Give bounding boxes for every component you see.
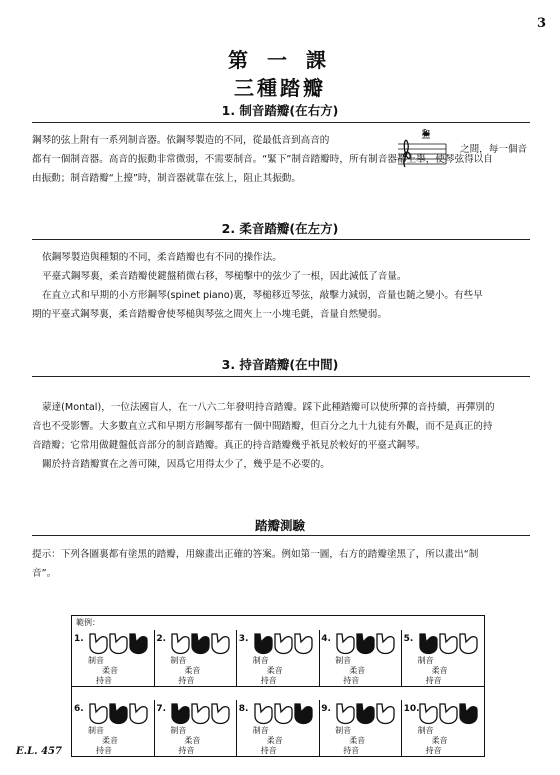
pedal-right <box>460 634 477 654</box>
section3-divider <box>32 376 530 377</box>
example-label: 範例： <box>76 618 100 627</box>
pedal-set-icon <box>88 702 150 728</box>
quiz-item-9 <box>319 700 402 756</box>
grid-row-divider <box>72 686 484 687</box>
soft-label: 柔音 <box>431 666 448 675</box>
sostenuto-label: 持音 <box>425 746 442 755</box>
pedal-set-icon <box>170 702 232 728</box>
section3-line2: 音也不受影響。大多數直立式和早期方形鋼琴都有一個中間踏瓣，但百分之九十九徒有外觀，而不是真正的持 <box>32 421 493 432</box>
pedal-left <box>337 634 354 654</box>
sostenuto-label: 持音 <box>260 676 277 685</box>
quiz-prompt-line2: 音”。 <box>32 568 57 579</box>
quiz-item-number: 7. <box>156 704 167 714</box>
pedal-right <box>212 704 229 724</box>
sostenuto-label: 持音 <box>178 676 195 685</box>
damper-label: 制音 <box>88 656 104 665</box>
pedal-right <box>212 634 229 654</box>
section3-line1: 蒙達(Montal)，一位法國盲人，在一八六二年發明持音踏瓣。踩下此種踏瓣可以使所彈的音持續，再彈別的 <box>42 402 495 413</box>
lesson-title: 第 一 課 <box>228 48 332 72</box>
pedal-labels <box>162 726 236 756</box>
pedal-left <box>255 704 272 724</box>
pedal-set-icon <box>88 632 150 658</box>
quiz-item-3 <box>237 630 320 686</box>
pedal-middle <box>110 634 127 654</box>
soft-label: 柔音 <box>349 666 366 675</box>
pedal-set-icon <box>418 632 480 658</box>
pedal-labels <box>80 726 154 756</box>
damper-label: 制音 <box>335 656 352 665</box>
soft-label: 柔音 <box>102 736 118 745</box>
pedal-left <box>337 704 354 724</box>
pedal-middle <box>440 704 457 724</box>
section3-line4: 關於持音踏瓣實在之善可陳，因爲它用得太少了，幾乎是不必要的。 <box>42 459 330 470</box>
pedal-set-icon <box>418 702 480 728</box>
quiz-item-number: 9. <box>321 704 331 714</box>
quiz-item-number: 4. <box>321 634 331 644</box>
pedal-left <box>420 704 437 724</box>
pedal-labels <box>410 656 484 686</box>
quiz-item-2 <box>154 630 237 686</box>
pedal-labels <box>80 656 154 686</box>
pedal-set-icon <box>253 632 315 658</box>
quiz-item-number: 2. <box>156 634 167 644</box>
pedal-middle-filled <box>192 634 209 654</box>
pedal-labels <box>410 726 484 756</box>
quiz-prompt-line1: 提示：下列各圖裏都有塗黑的踏瓣，用線畫出正確的答案。例如第一圖，右方的踏瓣塗黑了，所以畫出“制 <box>32 549 479 560</box>
sostenuto-label: 持音 <box>96 676 112 685</box>
quiz-item-number: 6. <box>74 704 84 714</box>
section2-line1: 依鋼琴製造與種類的不同，柔音踏瓣也有不同的操作法。 <box>42 252 282 263</box>
section1-line1a: 鋼琴的弦上附有一系列制音器。依鋼琴製造的不同，從最低音到高音的 <box>32 135 330 146</box>
pedal-labels <box>245 656 319 686</box>
pedal-right <box>130 704 147 724</box>
quiz-item-1 <box>72 630 155 686</box>
quiz-item-10 <box>402 700 484 756</box>
page-title: 三種踏瓣 <box>234 76 326 100</box>
quiz-item-number: 8. <box>238 704 249 714</box>
section1-line2: 都有一個制音器。高音的振動非常微弱，不需要制音。“緊下”制音踏瓣時，所有制音器都上舉，使琴弦得以自 <box>32 154 493 165</box>
damper-label: 制音 <box>88 726 104 735</box>
pedal-quiz-grid <box>71 615 485 757</box>
pedal-set-icon <box>335 632 397 658</box>
pedal-right-filled <box>460 704 477 724</box>
section1-line1b: 之間，每一個音 <box>460 144 528 155</box>
damper-label: 制音 <box>417 656 434 665</box>
pedal-left-filled <box>255 634 272 654</box>
pedal-left <box>90 634 107 654</box>
quiz-item-number: 3. <box>238 634 249 644</box>
section3-body <box>32 398 530 474</box>
pedal-middle <box>192 704 209 724</box>
pedal-right-filled <box>295 704 312 724</box>
pedal-middle-filled <box>357 704 374 724</box>
section3-heading: 3. 持音踏瓣(在中間) <box>221 357 339 372</box>
quiz-item-5 <box>402 630 484 686</box>
sostenuto-label: 持音 <box>343 676 360 685</box>
pedal-middle <box>275 634 292 654</box>
section1-divider <box>32 122 530 123</box>
quiz-item-7 <box>154 700 237 756</box>
quiz-item-number: 10. <box>403 704 420 714</box>
pedal-right <box>377 634 394 654</box>
pedal-right <box>377 704 394 724</box>
soft-label: 柔音 <box>431 736 448 745</box>
section2-line2: 平臺式鋼琴裏，柔音踏瓣使鍵盤稍微右移，琴槌擊中的弦少了一根，因此減低了音量。 <box>42 271 407 282</box>
pedal-middle <box>275 704 292 724</box>
section3-line3: 音踏瓣；它常用做鍵盤低音部分的制音踏瓣。真正的持音踏瓣幾乎祇見於較好的平臺式鋼琴。 <box>32 440 426 451</box>
pedal-labels <box>327 656 401 686</box>
pedal-left-filled <box>420 634 437 654</box>
pedal-set-icon <box>253 702 315 728</box>
quiz-item-8 <box>237 700 320 756</box>
soft-label: 柔音 <box>349 736 366 745</box>
pedal-labels <box>327 726 401 756</box>
pedal-set-icon <box>335 702 397 728</box>
damper-label: 制音 <box>252 726 269 735</box>
sostenuto-label: 持音 <box>425 676 442 685</box>
quiz-prompt <box>32 545 530 583</box>
quiz-divider <box>32 535 530 536</box>
section2-line3: 在直立式和早期的小方形鋼琴(spinet piano)裏，琴槌移近琴弦，敲擊力減弱，音量也隨之變小。有些早 <box>42 290 483 301</box>
soft-label: 柔音 <box>102 666 118 675</box>
soft-label: 柔音 <box>266 736 283 745</box>
pedal-left-filled <box>172 704 189 724</box>
section2-body <box>32 248 530 324</box>
pedal-left <box>172 634 189 654</box>
sostenuto-label: 持音 <box>178 746 195 755</box>
pedal-labels <box>162 656 236 686</box>
damper-label: 制音 <box>170 656 187 665</box>
damper-label: 制音 <box>252 656 269 665</box>
pedal-labels <box>245 726 319 756</box>
quiz-item-number: 5. <box>403 634 414 644</box>
pedal-set-icon <box>170 632 232 658</box>
soft-label: 柔音 <box>266 666 283 675</box>
quiz-item-number: 1. <box>74 634 84 644</box>
quiz-heading: 踏瓣測驗 <box>254 518 305 533</box>
pedal-right-filled <box>130 634 147 654</box>
section1-body <box>32 131 530 150</box>
page-number: 3 <box>536 16 546 31</box>
pedal-right <box>295 634 312 654</box>
section1-heading: 1. 制音踏瓣(在右方) <box>221 103 339 118</box>
damper-label: 制音 <box>335 726 352 735</box>
soft-label: 柔音 <box>184 736 201 745</box>
pedal-left <box>90 704 107 724</box>
section1-body-cont <box>32 150 530 188</box>
staff-mark: 和 <box>422 129 430 138</box>
pedal-middle-filled <box>110 704 127 724</box>
section1-line3: 由振動；制音踏瓣“上擡”時，制音器就靠在弦上，阻止其振動。 <box>32 173 301 184</box>
pedal-middle-filled <box>357 634 374 654</box>
sostenuto-label: 持音 <box>260 746 277 755</box>
quiz-item-4 <box>319 630 402 686</box>
pedal-middle <box>440 634 457 654</box>
sostenuto-label: 持音 <box>343 746 360 755</box>
footer-code: E.L. 457 <box>16 746 62 757</box>
damper-label: 制音 <box>170 726 187 735</box>
damper-label: 制音 <box>417 726 434 735</box>
section2-line4: 期的平臺式鋼琴裏，柔音踏瓣會使琴槌與琴弦之間夾上一小塊毛氈，音量自然變弱。 <box>32 309 387 320</box>
quiz-item-6 <box>72 700 155 756</box>
section2-heading: 2. 柔音踏瓣(在左方) <box>221 221 339 236</box>
soft-label: 柔音 <box>184 666 201 675</box>
sostenuto-label: 持音 <box>96 746 112 755</box>
section2-divider <box>32 239 530 240</box>
